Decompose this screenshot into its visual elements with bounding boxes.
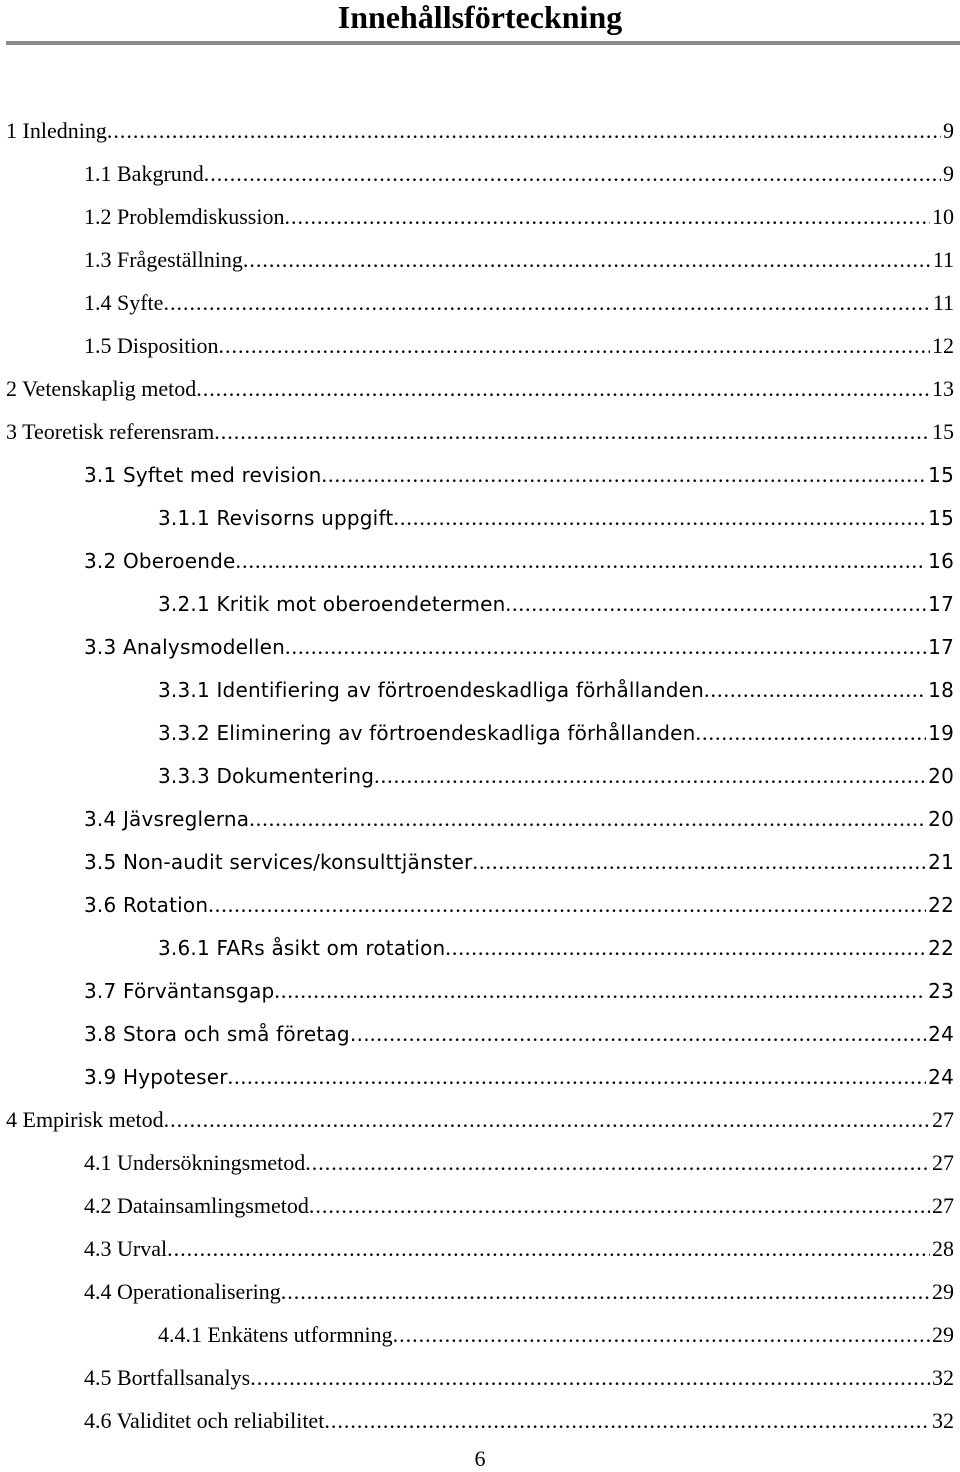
toc-entry-page: 29	[932, 1322, 954, 1347]
toc-entry-page: 20	[928, 764, 954, 788]
toc-entry[interactable]	[0, 668, 960, 711]
toc-entry[interactable]	[0, 1227, 960, 1270]
toc-entry-label: 4.4 Operationalisering	[84, 1279, 281, 1304]
toc-dot-leader	[445, 926, 926, 969]
toc-entry-label: 3.7 Förväntansgap	[84, 979, 275, 1003]
toc-entry[interactable]	[0, 539, 960, 582]
toc-entry[interactable]	[0, 1141, 960, 1184]
toc-entry[interactable]	[0, 840, 960, 883]
toc-dot-leader	[250, 1356, 930, 1399]
toc-entry[interactable]	[0, 582, 960, 625]
toc-entry[interactable]	[0, 410, 960, 453]
toc-entry-label: 3.5 Non-audit services/konsulttjänster	[84, 850, 473, 874]
toc-entry[interactable]	[0, 324, 960, 367]
toc-entry-page: 18	[928, 678, 954, 702]
toc-entry-page: 11	[932, 290, 954, 315]
toc-entry-page: 12	[932, 333, 954, 358]
toc-entry-label: 3.1.1 Revisorns uppgift	[158, 506, 394, 530]
toc-entry[interactable]	[0, 711, 960, 754]
toc-entry-label: 3.3.3 Dokumentering	[158, 764, 375, 788]
toc-entry-label: 1.1 Bakgrund	[84, 161, 204, 186]
toc-entry[interactable]	[0, 1184, 960, 1227]
toc-dot-leader	[164, 1098, 930, 1141]
toc-entry[interactable]	[0, 453, 960, 496]
toc-entry-page: 27	[932, 1107, 954, 1132]
toc-entry[interactable]	[0, 926, 960, 969]
toc-dot-leader	[370, 1012, 926, 1055]
toc-entry[interactable]	[0, 1055, 960, 1098]
page-title: Innehållsförteckning	[337, 0, 623, 35]
toc-entry-label: 1.3 Frågeställning	[84, 247, 243, 272]
page-number: 6	[474, 1446, 486, 1471]
toc-dot-leader	[309, 1184, 930, 1227]
toc-dot-leader	[284, 195, 930, 238]
toc-entry-page: 22	[928, 936, 954, 960]
toc-dot-leader	[324, 1399, 930, 1442]
toc-entry[interactable]	[0, 195, 960, 238]
toc-dot-leader	[196, 367, 930, 410]
toc-entry-label: 4 Empirisk metod	[6, 1107, 164, 1132]
title-divider	[6, 41, 960, 45]
toc-entry[interactable]	[0, 367, 960, 410]
toc-entry-page: 13	[932, 376, 954, 401]
toc-entry-label: 4.6 Validitet och reliabilitet	[84, 1408, 325, 1433]
toc-entry-page: 10	[932, 204, 954, 229]
toc-entry[interactable]	[0, 238, 960, 281]
toc-dot-leader	[243, 238, 931, 281]
toc-entry[interactable]	[0, 152, 960, 195]
toc-dot-leader	[208, 883, 926, 926]
toc-dot-leader	[374, 754, 926, 797]
toc-entry[interactable]	[0, 969, 960, 1012]
toc-entry-page: 17	[928, 635, 954, 659]
toc-dot-leader	[249, 797, 926, 840]
toc-entry-page: 32	[932, 1408, 954, 1433]
toc-entry-label: 1 Inledning	[6, 118, 107, 143]
toc-dot-leader	[281, 1270, 930, 1313]
toc-entry[interactable]	[0, 797, 960, 840]
toc-entry[interactable]	[0, 1399, 960, 1442]
toc-entry-label: 3.2.1 Kritik mot oberoendetermen	[158, 592, 506, 616]
toc-entry[interactable]	[0, 496, 960, 539]
toc-entry-page: 27	[932, 1193, 954, 1218]
toc-entry-label: 3.8 Stora och små företag…	[84, 1022, 370, 1046]
toc-dot-leader	[393, 1313, 930, 1356]
toc-entry-page: 15	[932, 419, 954, 444]
toc-dot-leader	[228, 1055, 926, 1098]
toc-dot-leader	[285, 625, 926, 668]
toc-entry-label: 1.5 Disposition	[84, 333, 219, 358]
toc-entry-page: 27	[932, 1150, 954, 1175]
toc-dot-leader	[704, 668, 926, 711]
toc-entry-page: 9	[943, 118, 954, 143]
toc-entry-label: 3.3.2 Eliminering av förtroendeskadliga förhållanden	[158, 721, 696, 745]
toc-entry-label: 4.2 Datainsamlingsmetod	[84, 1193, 309, 1218]
toc-entry-label: 3.6.1 FARs åsikt om rotation	[158, 936, 446, 960]
toc-entry[interactable]	[0, 1098, 960, 1141]
toc-entry[interactable]	[0, 883, 960, 926]
toc-entry-label: 1.4 Syfte	[84, 290, 164, 315]
toc-entry-label: 4.3 Urval	[84, 1236, 168, 1261]
toc-entry-page: 20	[928, 807, 954, 831]
toc-entry[interactable]	[0, 281, 960, 324]
toc-entry-label: 3.6 Rotation	[84, 893, 209, 917]
toc-entry[interactable]	[0, 625, 960, 668]
toc-entry-label: 3 Teoretisk referensram	[6, 419, 215, 444]
toc-entry-page: 9	[943, 161, 954, 186]
table-of-contents	[0, 109, 960, 1442]
toc-entry-page: 28	[932, 1236, 954, 1261]
toc-dot-leader	[204, 152, 941, 195]
toc-dot-leader	[305, 1141, 930, 1184]
toc-entry-page: 19	[928, 721, 954, 745]
toc-entry-label: 3.9 Hypoteser	[84, 1065, 228, 1089]
toc-entry-page: 23	[928, 979, 954, 1003]
toc-dot-leader	[107, 109, 941, 152]
toc-entry-page: 22	[928, 893, 954, 917]
toc-entry-page: 15	[928, 506, 954, 530]
toc-entry-page: 32	[932, 1365, 954, 1390]
toc-entry-label: 3.2 Oberoende	[84, 549, 236, 573]
toc-dot-leader	[696, 711, 927, 754]
toc-dot-leader	[167, 1227, 930, 1270]
toc-dot-leader	[322, 453, 927, 496]
toc-entry-label: 2 Vetenskaplig metod	[6, 376, 197, 401]
toc-entry-page: 24	[928, 1065, 954, 1089]
toc-dot-leader	[472, 840, 926, 883]
toc-entry-page: 17	[928, 592, 954, 616]
toc-dot-leader	[218, 324, 930, 367]
toc-dot-leader	[506, 582, 927, 625]
toc-dot-leader	[214, 410, 930, 453]
toc-entry-label: 4.4.1 Enkätens utformning	[158, 1322, 393, 1347]
toc-entry-page: 15	[928, 463, 954, 487]
toc-entry[interactable]	[0, 109, 960, 152]
toc-entry-label: 4.5 Bortfallsanalys	[84, 1365, 251, 1390]
toc-dot-leader	[274, 969, 926, 1012]
toc-entry-page: 21	[928, 850, 954, 874]
toc-entry[interactable]	[0, 1270, 960, 1313]
toc-entry-page: 11	[932, 247, 954, 272]
toc-entry[interactable]	[0, 1012, 960, 1055]
toc-entry[interactable]	[0, 1313, 960, 1356]
toc-dot-leader	[393, 496, 926, 539]
toc-entry-label: 3.1 Syftet med revision	[84, 463, 322, 487]
toc-dot-leader	[236, 539, 927, 582]
toc-entry-label: 4.1 Undersökningsmetod	[84, 1150, 306, 1175]
toc-entry-label: 3.3.1 Identifiering av förtroendeskadliga förhållanden	[158, 678, 705, 702]
toc-entry-label: 1.2 Problemdiskussion	[84, 204, 285, 229]
toc-entry-label: 3.4 Jävsreglerna	[84, 807, 250, 831]
toc-entry[interactable]	[0, 1356, 960, 1399]
toc-entry-page: 24	[928, 1022, 954, 1046]
toc-dot-leader	[163, 281, 930, 324]
toc-entry-label: 3.3 Analysmodellen	[84, 635, 286, 659]
toc-entry-page: 29	[932, 1279, 954, 1304]
toc-entry[interactable]	[0, 754, 960, 797]
toc-entry-page: 16	[928, 549, 954, 573]
